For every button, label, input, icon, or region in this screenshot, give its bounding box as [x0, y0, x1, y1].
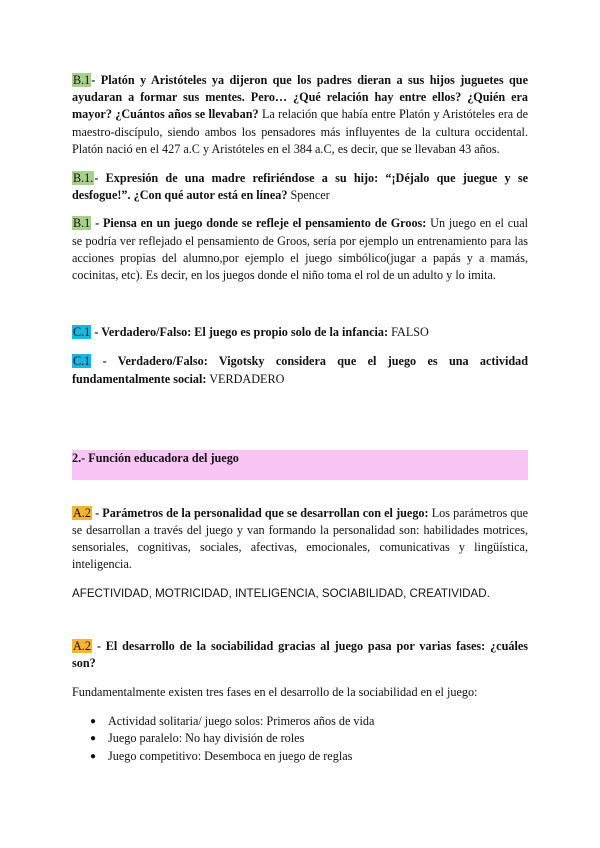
bullet-icon: ● — [90, 733, 97, 745]
bullet-icon: ● — [90, 716, 97, 728]
answer-text: VERDADERO — [206, 371, 285, 386]
question-text: - Verdadero/Falso: El juego es propio solo de la infancia: — [91, 325, 389, 340]
question-b1-spencer — [72, 170, 528, 204]
question-text: - Platón y Aristóteles ya dijeron que los padres dieran a sus hijos juguetes que ayudaran a formar sus mentes. Pero… ¿Qué relación hay entre ellos? ¿Quién era mayor? ¿Cuántos años se llevaban? — [72, 73, 528, 122]
bullet-icon: ● — [90, 750, 97, 762]
answer-text: Un juego en el cual se podría ver reflejado el pensamiento de Groos, sería por ejemplo un entrenamiento para las acciones propias del alumno,por ejemplo el juego simbólico(jugar a papás y a mamás, cocinitas, etc). Es decir, en los juegos donde el niño toma el rol de un adulto y lo imita. — [72, 216, 528, 283]
intro-fases: Fundamentalmente existen tres fases en el desarrollo de la sociabilidad en el juego: — [72, 685, 478, 700]
question-text: - El desarrollo de la sociabilidad gracias al juego pasa por varias fases: ¿cuáles son? — [72, 638, 528, 670]
tag-b1: B.1 — [73, 216, 91, 231]
question-a2-sociabilidad — [72, 638, 528, 672]
list-item — [72, 748, 528, 765]
section-title: 2.- Función educadora del juego — [72, 450, 239, 465]
question-b1-platon — [72, 72, 528, 158]
document-page — [72, 66, 528, 765]
question-text: - Parámetros de la personalidad que se desarrollan con el juego: — [91, 505, 429, 520]
question-text: - Expresión de una madre refiriéndose a su hijo: “¡Déjalo que juegue y se desfogue!”. ¿Con qué autor está en línea? — [72, 171, 528, 203]
question-text: - Piensa en un juego donde se refleje el pensamiento de Groos: — [91, 216, 427, 231]
list-item — [72, 713, 528, 730]
list-item-text: Juego paralelo: No hay división de roles — [108, 731, 305, 746]
answer-text: FALSO — [388, 325, 429, 340]
tag-b1: B.1. — [73, 171, 94, 186]
tag-b1: B.1 — [73, 73, 91, 87]
question-c1-vigotsky — [72, 353, 528, 387]
list-item-text: Juego competitivo: Desemboca en juego de reglas — [108, 748, 353, 763]
list-item — [72, 730, 528, 747]
answer-text: Los parámetros que se desarrollan a través del juego y van formando la personalidad son: habilidades motrices, sensoriales, cognitivas, sociales, afectivas, emocionales, comunicativas y lingüística, inteligencia. — [72, 505, 528, 572]
tag-a2: A.2 — [73, 505, 91, 520]
question-text: - Verdadero/Falso: Vigotsky considera que el juego es una actividad fundamentalmente social: — [72, 354, 528, 386]
tag-c1: C.1 — [73, 325, 91, 340]
list-item-text: Actividad solitaria/ juego solos: Primeros años de vida — [108, 714, 375, 729]
question-b1-groos — [72, 215, 528, 284]
fases-list — [72, 713, 528, 765]
tag-c1: C.1 — [73, 354, 91, 369]
question-a2-parametros — [72, 505, 528, 574]
tag-a2: A.2 — [73, 638, 91, 653]
question-c1-infancia — [72, 324, 528, 341]
answer-text: La relación que había entre Platón y Aristóteles era de maestro-discípulo, siendo ambos los pensadores más influyentes de la cultura occidental. Platón nació en el 427 a.C y Aristóteles en el 384 a.C, es decir, que se llevaban 43 años. — [72, 107, 528, 156]
section-heading-funcion-educadora — [72, 450, 528, 480]
answer-text: Spencer — [287, 188, 330, 203]
summary-parametros: AFECTIVIDAD, MOTRICIDAD, INTELIGENCIA, SOCIABILIDAD, CREATIVIDAD. — [72, 586, 490, 600]
